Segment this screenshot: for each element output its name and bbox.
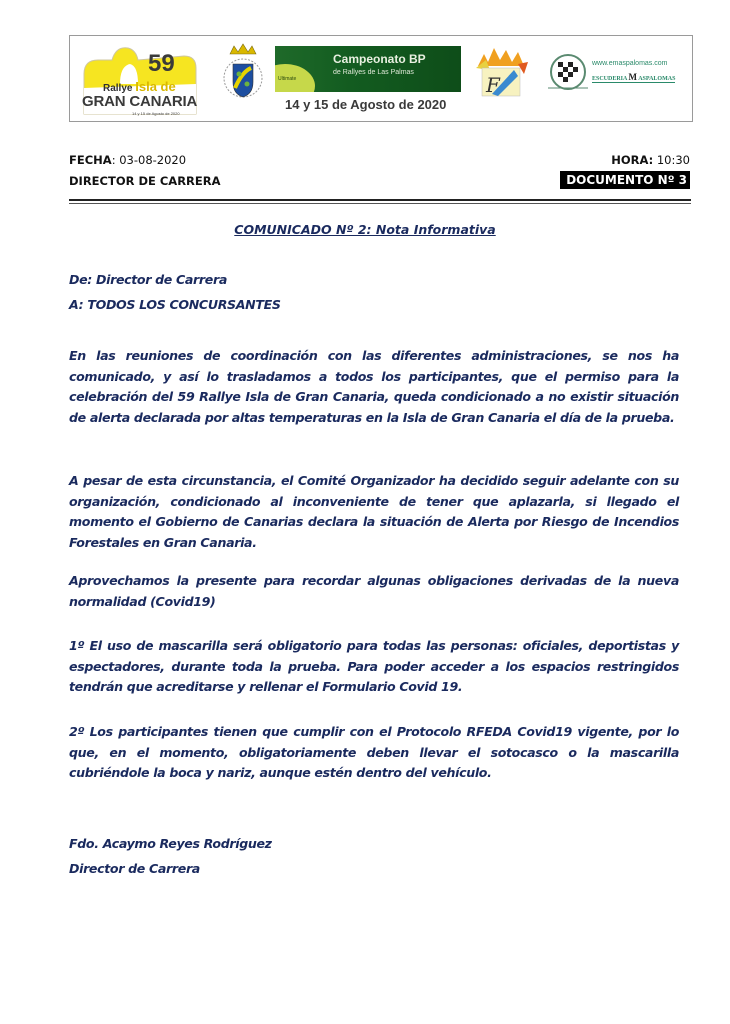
escuderia-logo [548, 50, 678, 96]
rally-prefix: Rallye [103, 83, 133, 94]
paragraph-rule-2-protocol: 2º Los participantes tienen que cumplir con el Protocolo RFEDA Covid19 vigente, por lo que, en el momento, obligatoriamente deben llevar el sotocasco o la mascarilla cubriéndole la boca y nariz, aunque estén dentro del vehículo. [69, 724, 679, 780]
signature-name: Fdo. Acaymo Reyes Rodríguez [69, 836, 272, 851]
time-field [611, 153, 690, 167]
from-line: De: Director de Carrera [69, 272, 227, 287]
championship-badge: Ultimate [278, 76, 297, 82]
date-label: FECHA [69, 153, 112, 167]
federation-logo-icon [474, 46, 529, 98]
time-label: HORA: [611, 153, 654, 167]
escuderia-emblem-icon [548, 52, 588, 92]
championship-title: Campeonato BP [333, 52, 426, 66]
date-value: : 03-08-2020 [111, 153, 187, 167]
rally-subtitle [103, 79, 176, 94]
paragraph-covid-reminder: Aprovechamos la presente para recordar algunas obligaciones derivadas de la nueva normalidad (Covid19) [69, 573, 679, 609]
to-line: A: TODOS LOS CONCURSANTES [69, 297, 281, 312]
rally-isla: Isla de [135, 79, 176, 94]
document-number-badge: DOCUMENTO Nº 3 [560, 171, 690, 189]
paragraph-permit-condition: En las reuniones de coordinación con las diferentes administraciones, se nos ha comunicado, y así lo trasladamos a todos los participantes, que el permiso para la celebración del 59 Rallye Isla de Gran Canaria, queda condicionado a no existir situación de alerta declarada por altas temperaturas en la Isla de Gran Canaria el día de la prueba. [69, 348, 679, 425]
rally-number: 59 [148, 50, 175, 77]
championship-banner [275, 46, 461, 92]
championship-subtitle: de Rallyes de Las Palmas [333, 69, 414, 76]
issuer-title: DIRECTOR DE CARRERA [69, 174, 221, 188]
event-dates: 14 y 15 de Agosto de 2020 [285, 97, 447, 112]
signature-role: Director de Carrera [69, 861, 200, 876]
paragraph-organizer-decision: A pesar de esta circunstancia, el Comité Organizador ha decidido seguir adelante con su organización, condicionado al inconveniente de tener que aplazarla, si llegado el momento el Gobierno de Canarias declara la situación de Alerta por Riesgo de Incendios Forestales en Gran Canaria. [69, 473, 679, 550]
header-divider [69, 199, 691, 201]
escuderia-name-left: ESCUDERIA [592, 76, 628, 82]
escuderia-name [592, 72, 675, 83]
communique-title: COMUNICADO Nº 2: Nota Informativa [234, 222, 496, 237]
rally-small-date: 14 y 15 de Agosto de 2020 [132, 111, 180, 116]
municipal-crest-icon [220, 42, 266, 104]
header-banner [69, 35, 693, 122]
escuderia-name-m: M [628, 72, 638, 82]
time-value: 10:30 [653, 153, 690, 167]
rally-name: GRAN CANARIA [82, 93, 198, 110]
svg-text:F: F [486, 73, 500, 97]
rally-logo [80, 44, 200, 118]
header-divider-thin [69, 203, 691, 204]
paragraph-rule-1-mask: 1º El uso de mascarilla será obligatorio para todas las personas: oficiales, deportistas y espectadores, durante toda la prueba. Para poder acceder a los espacios restringidos tendrán que acreditarse y rellenar el Formulario Covid 19. [69, 638, 679, 694]
escuderia-name-right: ASPALOMAS [638, 76, 676, 82]
date-field [69, 153, 186, 167]
escuderia-url: www.emaspalomas.com [592, 60, 668, 67]
